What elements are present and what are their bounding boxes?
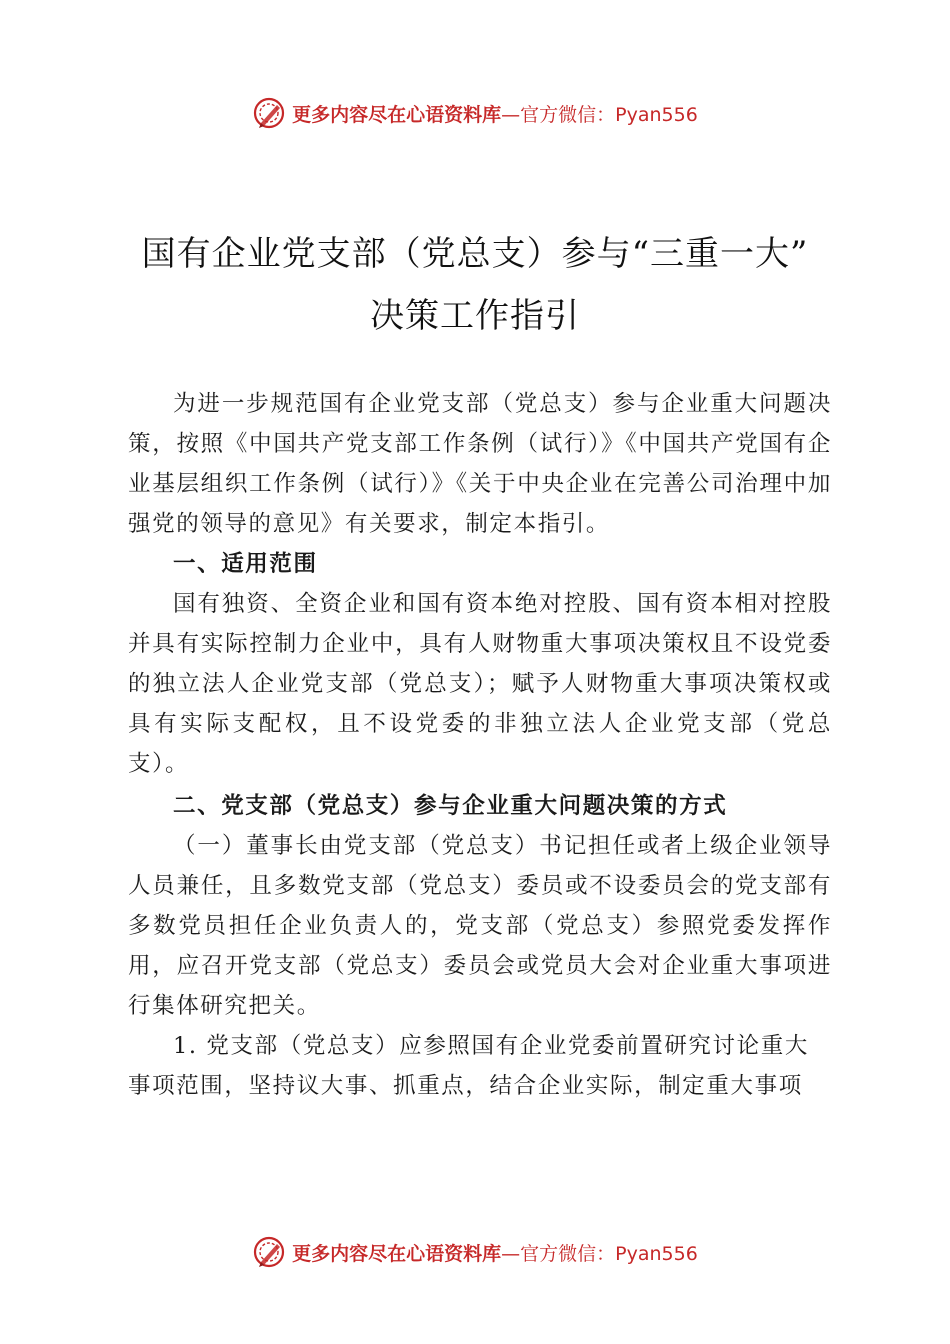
page-title-line2: 决策工作指引 bbox=[370, 296, 580, 336]
banner-text-rest: —官方微信：Pyan556 bbox=[501, 1242, 698, 1265]
section2-heading: 二、党支部（党总支）参与企业重大问题决策的方式 bbox=[173, 793, 728, 819]
banner-text-red: 更多内容尽在心语资料库 bbox=[292, 1242, 502, 1265]
section1-paragraph: 国有独资、全资企业和国有资本绝对控股、国有资本相对控股并具有实际控制力企业中，具有人财物重大事项决策权且不设党委的独立法人企业党支部（党总支）；赋予人财物重大事项决策权或具有实际支配权，且不设党委的非独立法人企业党支部（党总支）。 bbox=[128, 591, 832, 777]
banner-text-rest: —官方微信：Pyan556 bbox=[501, 103, 698, 126]
document-body bbox=[128, 384, 832, 1106]
header-banner bbox=[0, 93, 950, 133]
page-title-line1: 国有企业党支部（党总支）参与“三重一大” bbox=[141, 234, 809, 274]
pen-seal-icon bbox=[252, 1235, 286, 1269]
section2-paragraph1: （一）董事长由党支部（党总支）书记担任或者上级企业领导人员兼任，且多数党支部（党总支）委员或不设委员会的党支部有多数党员担任企业负责人的，党支部（党总支）参照党委发挥作用，应召开党支部（党总支）委员会或党员大会对企业重大事项进行集体研究把关。 bbox=[128, 833, 832, 1019]
section2-paragraph2: 1. 党支部（党总支）应参照国有企业党委前置研究讨论重大事项范围，坚持议大事、抓重点，结合企业实际，制定重大事项 bbox=[128, 1033, 809, 1099]
footer-banner bbox=[0, 1232, 950, 1272]
pen-seal-icon bbox=[252, 96, 286, 130]
section1-heading: 一、适用范围 bbox=[173, 551, 318, 577]
intro-paragraph: 为进一步规范国有企业党支部（党总支）参与企业重大问题决策，按照《中国共产党支部工作条例（试行）》《中国共产党国有企业基层组织工作条例（试行）》《关于中央企业在完善公司治理中加强党的领导的意见》有关要求，制定本指引。 bbox=[128, 391, 832, 537]
banner-text-red: 更多内容尽在心语资料库 bbox=[292, 103, 502, 126]
